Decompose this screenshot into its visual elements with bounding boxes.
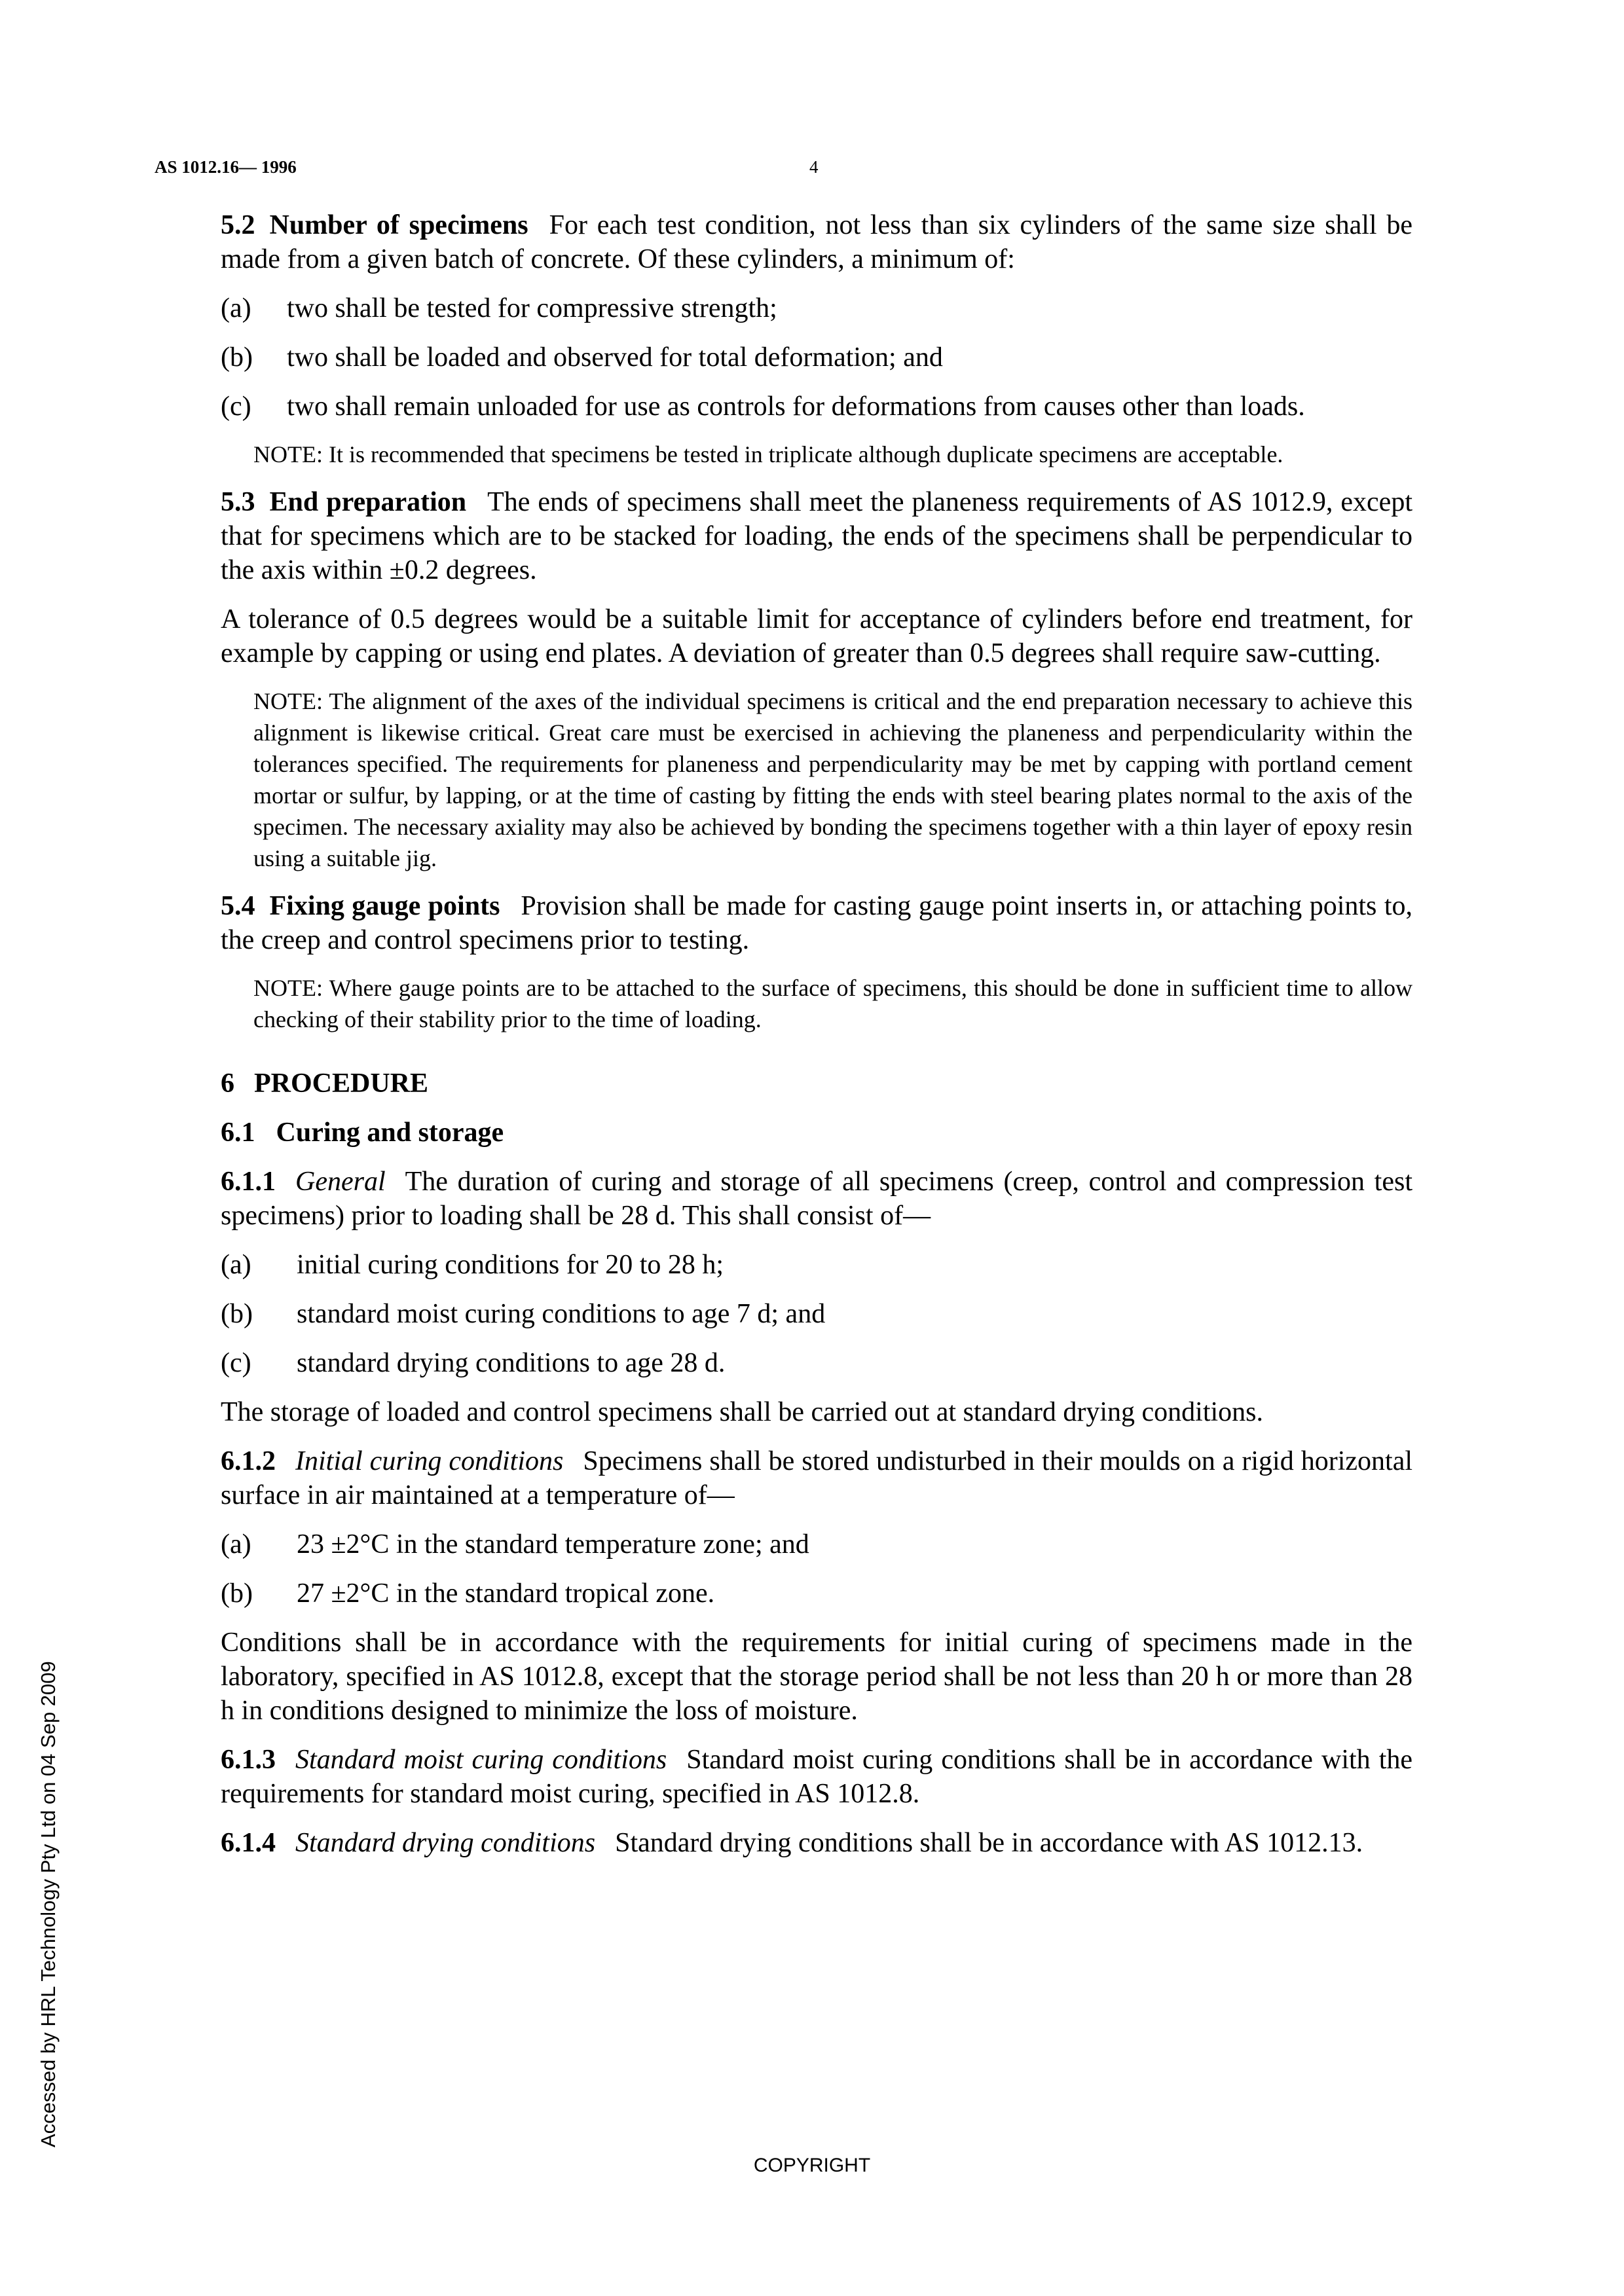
document-id: AS 1012.16— 1996 (155, 157, 297, 177)
clause-title: Initial curing conditions (295, 1446, 564, 1476)
list-item: (b) 27 ±2°C in the standard tropical zone. (221, 1578, 715, 1609)
list-item: (a) initial curing conditions for 20 to 28 h; (221, 1250, 724, 1280)
list-item: (a) 23 ±2°C in the standard temperature zone; and (221, 1529, 809, 1559)
clause-title: End preparation (269, 487, 467, 517)
list-item: (c) two shall remain unloaded for use as controls for deformations from causes other than loads. (221, 392, 1305, 422)
clause-6-1-2 (221, 1444, 1412, 1512)
clause-5-4 (221, 889, 1412, 957)
clause-title: Standard drying conditions (295, 1828, 596, 1858)
clause-6-1-1 (221, 1165, 1412, 1233)
clause-5-2 (221, 208, 1412, 276)
list-item: (b) two shall be loaded and observed for total deformation; and (221, 342, 943, 373)
clause-title: Number of specimens (269, 210, 528, 240)
note: NOTE: It is recommended that specimens be tested in triplicate although duplicate specimens are acceptable. (253, 441, 1283, 467)
paragraph: A tolerance of 0.5 degrees would be a suitable limit for acceptance of cylinders before end treatment, for example by capping or using end plates. A deviation of greater than 0.5 degrees shall require saw-cutting. (221, 604, 1412, 668)
clause-text: Provision shall be made for casting gauge point inserts in, or attaching points to, the creep and control specimens prior to testing. (221, 891, 1412, 955)
page-number: 4 (809, 157, 819, 177)
clause-text: The ends of specimens shall meet the planeness requirements of AS 1012.9, except that for specimens which are to be stacked for loading, the ends of the specimens shall be perpendicular to the axis within ±0.2 degrees. (221, 487, 1412, 585)
section-heading: 6 PROCEDURE (221, 1068, 429, 1099)
clause-title: General (295, 1167, 386, 1197)
paragraph: Conditions shall be in accordance with the requirements for initial curing of specimens made in the laboratory, specified in AS 1012.8, except that the storage period shall be not less than 20 h or more than 28 h in conditions designed to minimize the loss of moisture. (221, 1628, 1412, 1726)
clause-text: The duration of curing and storage of all specimens (creep, control and compression test specimens) prior to loading shall be 28 d. This shall consist of— (221, 1167, 1412, 1231)
clause-number: 6.1.3 (221, 1745, 276, 1775)
clause-title: Standard moist curing conditions (295, 1745, 667, 1775)
copyright-footer: COPYRIGHT (753, 2155, 871, 2176)
access-watermark: Accessed by HRL Technology Pty Ltd on 04 Sep 2009 (37, 1661, 60, 2147)
clause-5-3 (221, 485, 1412, 587)
note: NOTE: The alignment of the axes of the individual specimens is critical and the end preparation necessary to achieve this alignment is likewise critical. Great care must be exercised in achieving the planeness and perpendicularity within the tolerances specified. The requirements for planeness and perpendicularity may be met by capping with portland cement mortar or sulfur, by lapping, or at the time of casting by fitting the ends with steel bearing plates normal to the axis of the specimen. The necessary axiality may also be achieved by bonding the specimens together with a thin layer of epoxy resin using a suitable jig. (253, 688, 1412, 871)
clause-text: Standard moist curing conditions shall be in accordance with the requirements for standard moist curing, specified in AS 1012.8. (221, 1745, 1413, 1809)
clause-text: For each test condition, not less than six cylinders of the same size shall be made from a given batch of concrete. Of these cylinders, a minimum of: (221, 210, 1413, 274)
clause-text: Standard drying conditions shall be in accordance with AS 1012.13. (615, 1828, 1363, 1858)
clause-6-1-4 (221, 1826, 1412, 1860)
clause-number: 6.1.1 (221, 1167, 276, 1197)
list-item: (b) standard moist curing conditions to age 7 d; and (221, 1299, 826, 1329)
subsection-heading: 6.1 Curing and storage (221, 1118, 504, 1148)
clause-text: Specimens shall be stored undisturbed in their moulds on a rigid horizontal surface in air maintained at a temperature of— (221, 1446, 1413, 1510)
paragraph: The storage of loaded and control specimens shall be carried out at standard drying conditions. (221, 1397, 1264, 1427)
clause-number: 5.4 (221, 891, 255, 921)
clause-number: 5.3 (221, 487, 255, 517)
clause-number: 5.2 (221, 210, 255, 240)
list-item: (c) standard drying conditions to age 28 d. (221, 1348, 726, 1378)
clause-number: 6.1.2 (221, 1446, 276, 1476)
list-item: (a) two shall be tested for compressive strength; (221, 293, 777, 323)
clause-title: Fixing gauge points (269, 891, 500, 921)
clause-6-1-3 (221, 1743, 1412, 1811)
page-content (221, 208, 1412, 1875)
note: NOTE: Where gauge points are to be attached to the surface of specimens, this should be done in sufficient time to allow checking of their stability prior to the time of loading. (253, 975, 1412, 1032)
clause-number: 6.1.4 (221, 1828, 276, 1858)
